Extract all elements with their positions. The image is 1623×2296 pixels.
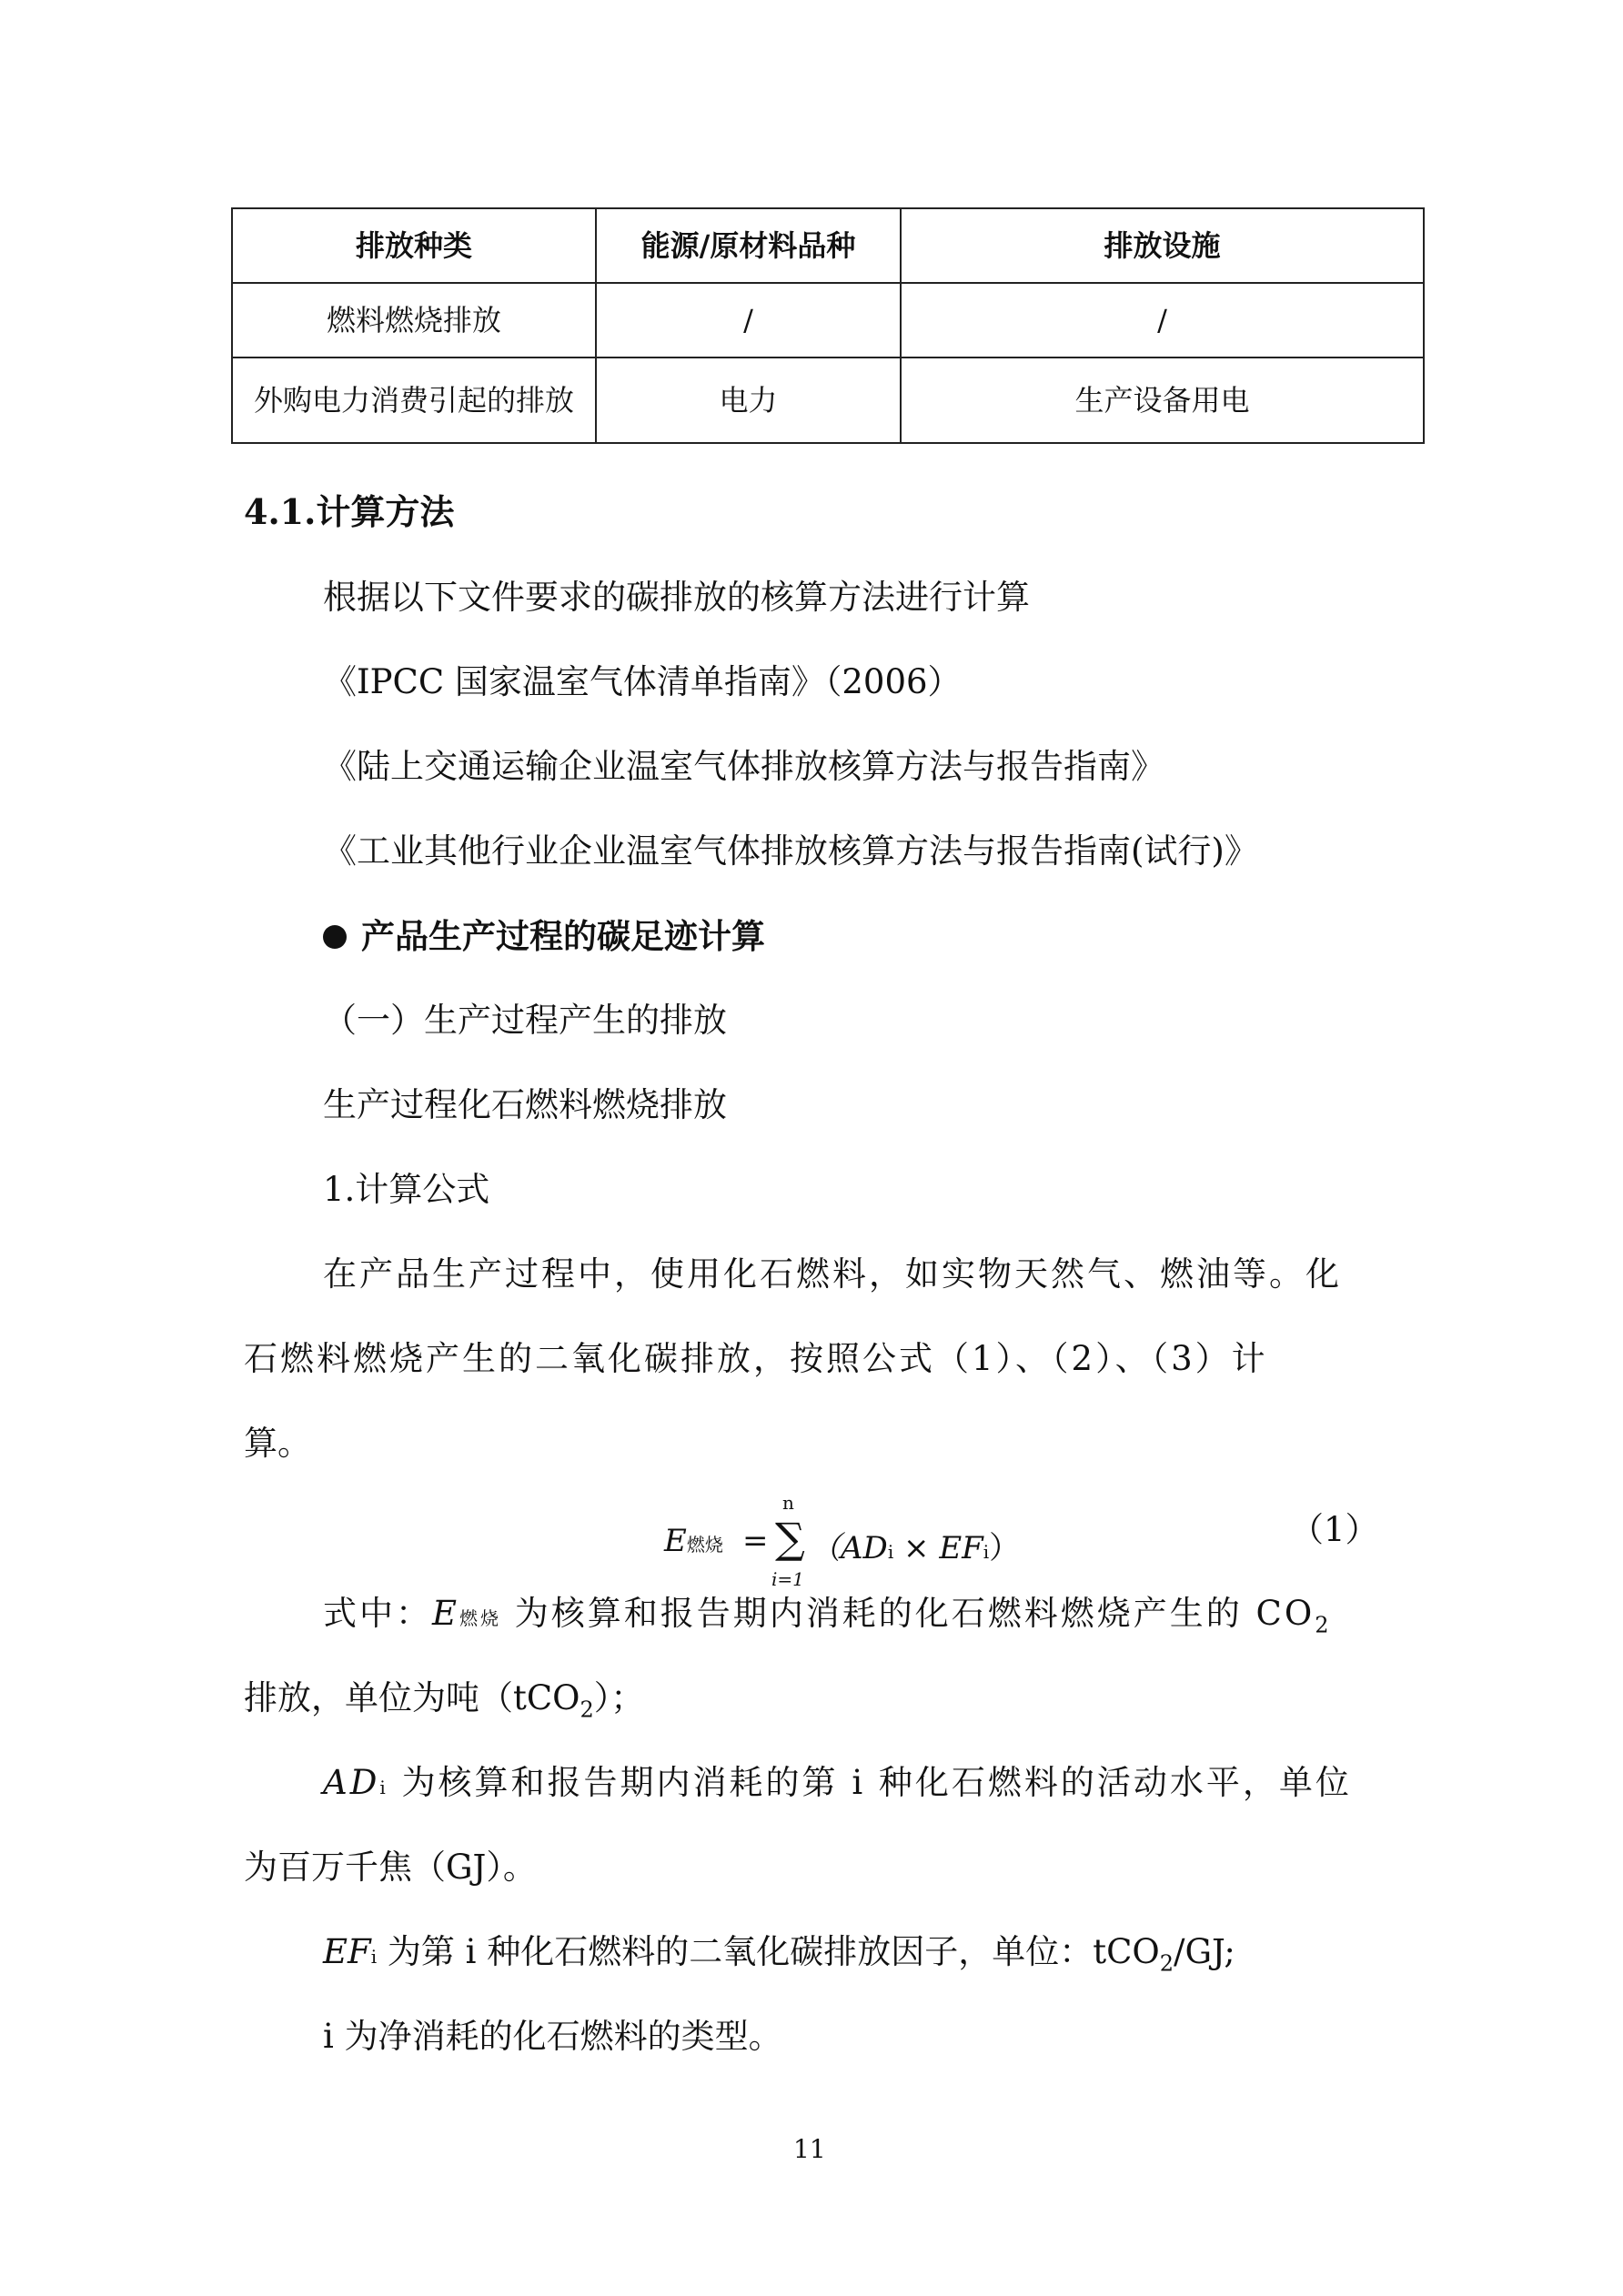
definition-ef: EFi 为第 i 种化石燃料的二氧化碳排放因子，单位：tCO$_2$/GJ; [323, 1932, 1235, 1977]
formula-1 [664, 1490, 1210, 1590]
reference-transport: 《陆上交通运输企业温室气体排放核算方法与报告指南》 [323, 747, 1164, 786]
sum-upper-limit: n [782, 1492, 794, 1514]
table-cell: 电力 [596, 357, 901, 443]
sum-lower-limit: i=1 [771, 1568, 804, 1590]
table-cell: / [901, 283, 1424, 357]
paragraph-line: 算。 [244, 1424, 311, 1463]
bullet-heading [323, 913, 765, 959]
table-cell: 外购电力消费引起的排放 [232, 357, 596, 443]
subheading-fossil: 生产过程化石燃料燃烧排放 [323, 1085, 727, 1124]
formula-body: （ADi × EFi） [810, 1530, 1021, 1566]
paragraph-line: 在产品生产过程中，使用化石燃料，如实物天然气、燃油等。化 [323, 1254, 1342, 1294]
table-header-cell: 排放种类 [232, 208, 596, 283]
paragraph-line: 石燃料燃烧产生的二氧化碳排放，按照公式（1）、（2）、（3）计 [244, 1339, 1268, 1378]
table-header-cell: 排放设施 [901, 208, 1424, 283]
intro-text: 根据以下文件要求的碳排放的核算方法进行计算 [323, 578, 1030, 617]
table-row [232, 283, 1424, 357]
table-header-cell: 能源/原材料品种 [596, 208, 901, 283]
bullet-title: 产品生产过程的碳足迹计算 [361, 916, 765, 956]
section-heading: 4.1.计算方法 [244, 491, 455, 532]
subheading-production: （一）生产过程产生的排放 [323, 1001, 727, 1040]
definition-ad-line2: 为百万千焦（GJ）。 [244, 1848, 537, 1887]
table-cell: 生产设备用电 [901, 357, 1424, 443]
page-number: 11 [793, 2134, 826, 2164]
table-row [232, 357, 1424, 443]
bullet-icon [323, 925, 347, 949]
table-cell: / [596, 283, 901, 357]
emission-table [231, 207, 1425, 444]
reference-industry: 《工业其他行业企业温室气体排放核算方法与报告指南(试行)》 [323, 831, 1258, 871]
definition-e: 式中：E燃烧 为核算和报告期内消耗的化石燃料燃烧产生的 $CO_2$ [323, 1594, 1332, 1638]
table-header-row [232, 208, 1424, 283]
formula-equals: = [742, 1523, 769, 1559]
equation-number: （1） [1290, 1510, 1379, 1549]
sum-icon: ∑ [775, 1514, 805, 1563]
definition-ad: ADi 为核算和报告期内消耗的第 i 种化石燃料的活动水平，单位 [323, 1763, 1352, 1802]
reference-ipcc: 《IPCC 国家温室气体清单指南》（2006） [323, 662, 962, 701]
subheading-formula: 1.计算公式 [323, 1170, 490, 1209]
table-cell: 燃料燃烧排放 [232, 283, 596, 357]
definition-i: i 为净消耗的化石燃料的类型。 [323, 2017, 782, 2056]
formula-lhs: E燃烧 [664, 1523, 723, 1559]
definition-e-line2: 排放，单位为吨（tCO$_2$）； [244, 1678, 645, 1723]
